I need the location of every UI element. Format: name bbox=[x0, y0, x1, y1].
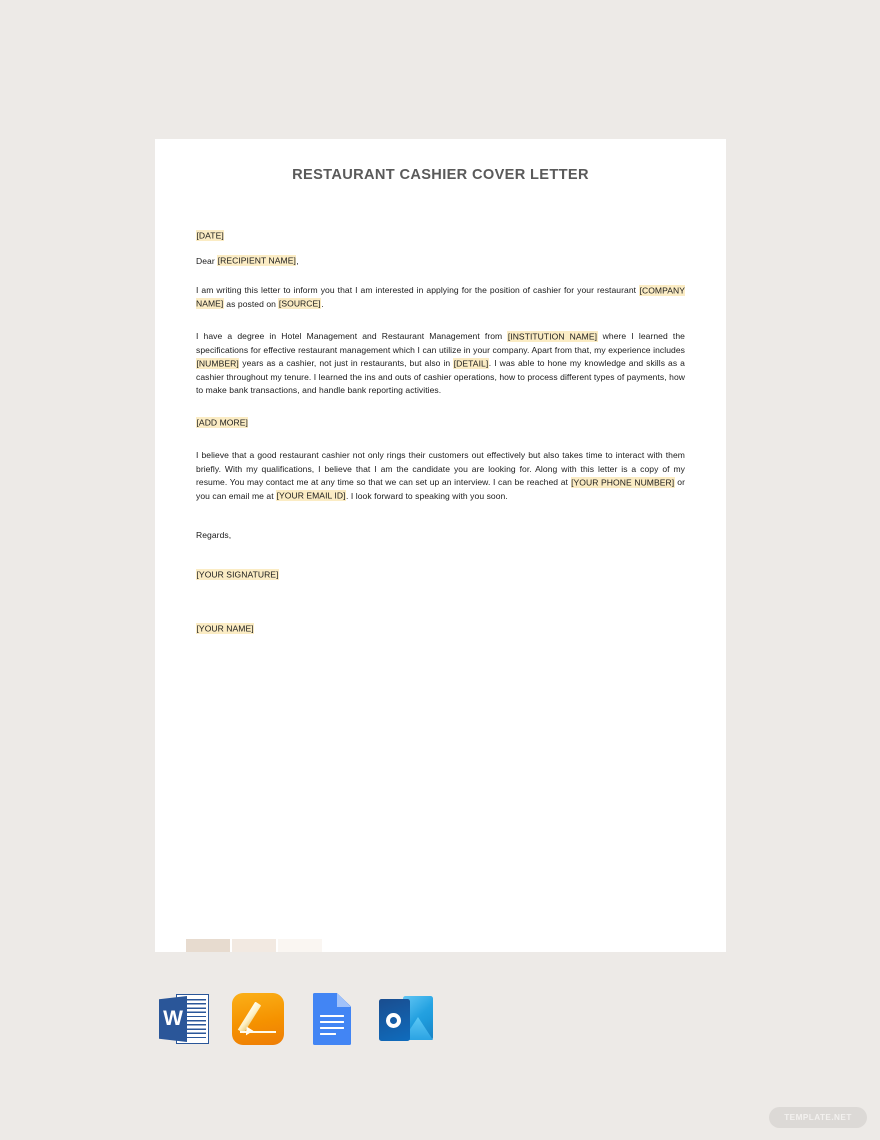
document-page bbox=[155, 139, 726, 952]
paragraph-qualifications bbox=[196, 330, 685, 398]
pages-baseline bbox=[240, 1031, 276, 1033]
paragraph-qualifications-text-1: I have a degree in Hotel Management and Restaurant Management from bbox=[196, 331, 508, 341]
word-letter: W bbox=[163, 1007, 183, 1030]
sender-name-line bbox=[196, 622, 685, 636]
page-footer-graphic bbox=[186, 939, 322, 952]
paragraph-intro bbox=[196, 284, 685, 311]
number-placeholder[interactable]: [NUMBER] bbox=[196, 358, 239, 368]
detail-placeholder[interactable]: [DETAIL] bbox=[453, 358, 489, 368]
paragraph-closing-pitch bbox=[196, 449, 685, 503]
add-more-line bbox=[196, 417, 685, 431]
institution-name-placeholder[interactable]: [INSTITUTION NAME] bbox=[507, 331, 598, 341]
gdoc-text-lines bbox=[320, 1015, 344, 1039]
footer-block-3 bbox=[278, 939, 322, 952]
footer-block-2 bbox=[232, 939, 276, 952]
paragraph-closing-text-3: . I look forward to speaking with you soon. bbox=[346, 490, 508, 501]
microsoft-outlook-icon[interactable] bbox=[377, 990, 435, 1048]
salutation-prefix: Dear bbox=[196, 255, 218, 266]
document-body bbox=[196, 167, 685, 650]
recipient-name-placeholder[interactable]: [RECIPIENT NAME] bbox=[217, 255, 296, 266]
closing-salutation: Regards, bbox=[196, 530, 232, 540]
your-name-placeholder[interactable]: [YOUR NAME] bbox=[196, 623, 254, 633]
apple-pages-icon[interactable] bbox=[229, 990, 287, 1048]
date-placeholder[interactable]: [DATE] bbox=[196, 230, 224, 240]
paragraph-intro-text-3: . bbox=[321, 298, 324, 309]
microsoft-word-icon[interactable] bbox=[155, 990, 213, 1048]
salutation-suffix: , bbox=[296, 255, 299, 266]
paragraph-closing-text-2: or you can email me at bbox=[196, 477, 686, 501]
template-net-watermark bbox=[769, 1107, 867, 1128]
phone-number-placeholder[interactable]: [YOUR PHONE NUMBER] bbox=[571, 477, 675, 487]
signature-placeholder[interactable]: [YOUR SIGNATURE] bbox=[196, 569, 279, 580]
page-title: RESTAURANT CASHIER COVER LETTER bbox=[292, 167, 589, 183]
add-more-placeholder[interactable]: [ADD MORE] bbox=[196, 417, 248, 428]
company-name-placeholder[interactable]: [COMPANY NAME] bbox=[196, 285, 685, 309]
pages-orange-square bbox=[232, 993, 284, 1045]
salutation-line bbox=[196, 255, 685, 269]
paragraph-closing-text-1: I believe that a good restaurant cashier not only rings their customers out effectively but also takes time to interact with them briefly. With my qualifications, I believe that I am the candidate you are looking for. Along with this letter is a copy of my resume. You may contact me at any time so that we can set up an interview. I can be reached at bbox=[196, 450, 685, 487]
watermark-label: TEMPLATE.NET bbox=[784, 1113, 852, 1122]
paragraph-intro-text-1: I am writing this letter to inform you that I am interested in applying for the position of cashier for your restaurant bbox=[196, 285, 640, 295]
date-line bbox=[196, 229, 685, 243]
paragraph-qualifications-text-4: . I was able to hone my knowledge and skills as a cashier throughout my tenure. I learned the ins and outs of cashier operations, how to process different types of payments, how to make bank transactions, and handle bank reporting activities. bbox=[196, 358, 685, 395]
footer-block-1 bbox=[186, 939, 230, 952]
signature-line bbox=[196, 569, 685, 583]
paragraph-intro-text-2: as posted on bbox=[223, 298, 279, 309]
google-docs-icon[interactable] bbox=[303, 990, 361, 1048]
paragraph-qualifications-text-2: where I learned the specifications for effective restaurant management which I can utilize in your company. Apart from that, my experience includes bbox=[196, 331, 685, 355]
email-id-placeholder[interactable]: [YOUR EMAIL ID] bbox=[276, 490, 346, 501]
paragraph-qualifications-text-3: years as a cashier, not just in restaurants, but also in bbox=[239, 358, 454, 368]
outlook-o-ring bbox=[386, 1013, 401, 1028]
file-format-icons bbox=[155, 990, 455, 1048]
source-placeholder[interactable]: [SOURCE] bbox=[278, 298, 321, 309]
